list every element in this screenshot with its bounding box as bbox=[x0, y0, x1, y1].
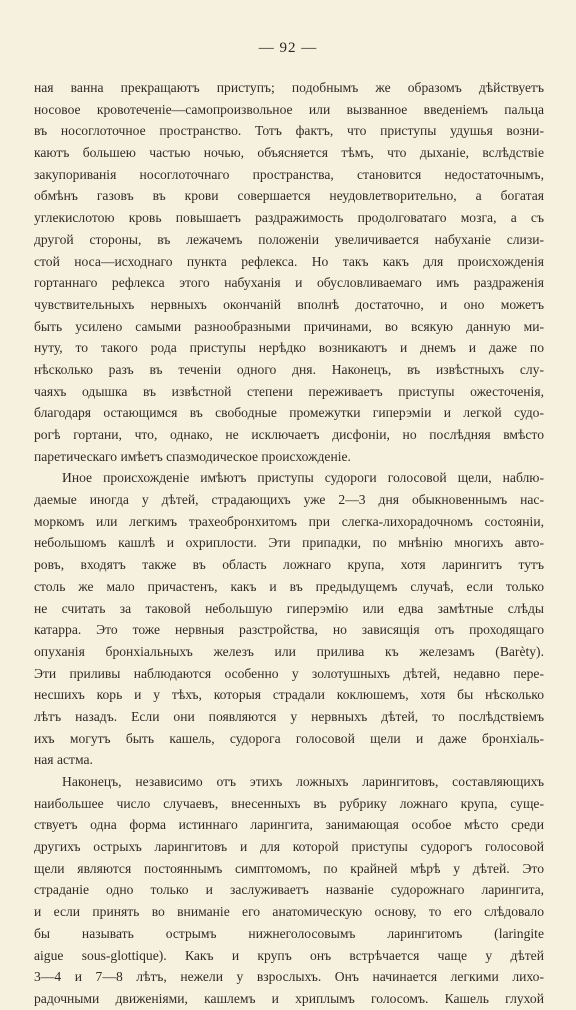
text-line: благодаря остающимся въ свободные промежутки гиперэміи и легкой судо- bbox=[34, 405, 544, 421]
text-line: ная ванна прекращаютъ приступъ; подобнымъ же образомъ дѣйствуетъ bbox=[34, 80, 544, 95]
text-line: нѣсколько разъ въ теченіи одного дня. Наконецъ, въ извѣстныхъ слу- bbox=[34, 361, 544, 377]
text-line: страданіе одно только и заслуживаетъ названіе судорожнаго ларингита, bbox=[34, 882, 544, 898]
text-line: Иное происхожденіе имѣютъ приступы судороги голосовой щели, наблю- bbox=[62, 470, 544, 486]
text-line: нуту, то такого рода приступы нерѣдко возникаютъ и днемъ и даже по bbox=[34, 340, 544, 356]
text-line: паретическаго имѣетъ спазмодическое происхожденіе. bbox=[34, 448, 351, 464]
text-line: ствуетъ одна форма истиннаго ларингита, занимающая особое мѣсто среди bbox=[34, 817, 544, 833]
text-line: ихъ могутъ быть кашель, судорога голосовой щели и даже бронхіаль- bbox=[34, 730, 544, 746]
text-line: носовое кровотеченіе—самопроизвольное или вызванное введеніемъ пальца bbox=[34, 101, 544, 117]
text-line: чувствительныхъ нервныхъ окончаній вполнѣ достаточно, и оно можетъ bbox=[34, 296, 544, 312]
text-line: Наконецъ, независимо отъ этихъ ложныхъ ларингитовъ, составляющихъ bbox=[62, 774, 544, 789]
text-line: наибольшее число случаевъ, внесенныхъ въ рубрику ложнаго крупа, суще- bbox=[34, 795, 544, 811]
text-line: моркомъ или легкимъ трахеобронхитомъ при слегка-лихорадочномъ состояніи, bbox=[34, 513, 544, 529]
text-line: даемые иногда у дѣтей, страдающихъ уже 2—3 дня обыкновеннымъ нас- bbox=[34, 492, 544, 508]
text-line: щели являются постояннымъ симптомомъ, по крайней мѣрѣ у дѣтей. Это bbox=[34, 860, 544, 876]
text-line: небольшомъ кашлѣ и охриплости. Эти припадки, по мнѣнію многихъ авто- bbox=[34, 535, 544, 551]
text-line: ровъ, входятъ также въ область ложнаго крупа, хотя ларингитъ тутъ bbox=[34, 557, 544, 573]
text-line: не считать за таковой небольшую гиперэмію или едва замѣтные слѣды bbox=[34, 600, 544, 616]
text-line: быть усилено самыми разнообразными причинами, во всякую данную ми- bbox=[34, 318, 544, 334]
page-number: — 92 — bbox=[258, 40, 318, 56]
text-line: 3—4 и 7—8 лѣтъ, нежели у взрослыхъ. Онъ начинается легкими лихо- bbox=[34, 969, 544, 985]
body-text bbox=[34, 77, 544, 1010]
text-line: ная астма. bbox=[34, 752, 93, 768]
text-line: aigue sous-glottique). Какъ и крупъ онъ встрѣчается чаще у дѣтей bbox=[34, 947, 544, 963]
text-line: чаяхъ одышка въ извѣстной степени переживаетъ приступы ожесточенія, bbox=[34, 383, 544, 399]
text-line: лѣтъ назадъ. Если они появляются у нервныхъ дѣтей, то послѣдствіемъ bbox=[34, 708, 544, 724]
text-line: Эти приливы наблюдаются особенно у золотушныхъ дѣтей, недавно пере- bbox=[34, 665, 544, 681]
text-line: несшихъ корь и у тѣхъ, которыя страдали коклюшемъ, хотя бы нѣсколько bbox=[34, 687, 544, 703]
text-line: другихъ острыхъ ларингитовъ и для которой приступы судорогъ голосовой bbox=[34, 839, 544, 855]
text-line: въ носоглоточное пространство. Тотъ фактъ, что приступы удушья возни- bbox=[34, 123, 544, 139]
text-line: катарра. Это тоже нервныя разстройства, но зависящія отъ проходящаго bbox=[34, 622, 544, 638]
text-line: опуханія бронхіальныхъ железъ или прилива къ железамъ (Barèty). bbox=[34, 643, 544, 659]
text-line: бы называть острымъ нижнеголосовымъ ларингитомъ (laringite bbox=[34, 925, 544, 941]
text-line: обмѣнъ газовъ въ крови совершается неудовлетворительно, а богатая bbox=[34, 188, 544, 204]
text-line: другой стороны, въ лежачемъ положеніи увеличивается набуханіе слизи- bbox=[34, 231, 544, 247]
text-line: рогѣ гортани, что, однако, не исключаетъ дисфоніи, но послѣдняя вмѣсто bbox=[34, 427, 544, 442]
text-line: каютъ большею частью ночью, объясняется тѣмъ, что дыханіе, вслѣдствіе bbox=[34, 145, 544, 161]
text-line: гортаннаго рефлекса этого набуханія и обусловливаемаго имъ раздраженія bbox=[34, 275, 544, 291]
text-line: стой носа—исходнаго пункта рефлекса. Но такъ какъ для происхожденія bbox=[34, 253, 544, 269]
text-line: углекислотою кровь повышаетъ раздражимость продолговатаго мозга, а съ bbox=[34, 210, 544, 226]
text-line: столь же мало причастенъ, какъ и въ предыдущемъ случаѣ, если только bbox=[34, 578, 544, 594]
text-line: радочными движеніями, кашлемъ и хриплымъ голосомъ. Кашель глухой bbox=[34, 990, 544, 1006]
text-line: и если принять во вниманіе его анатомическую основу, то его слѣдовало bbox=[34, 904, 544, 920]
text-line: закупориванія носоглоточнаго пространства, становится недостаточнымъ, bbox=[34, 166, 544, 182]
